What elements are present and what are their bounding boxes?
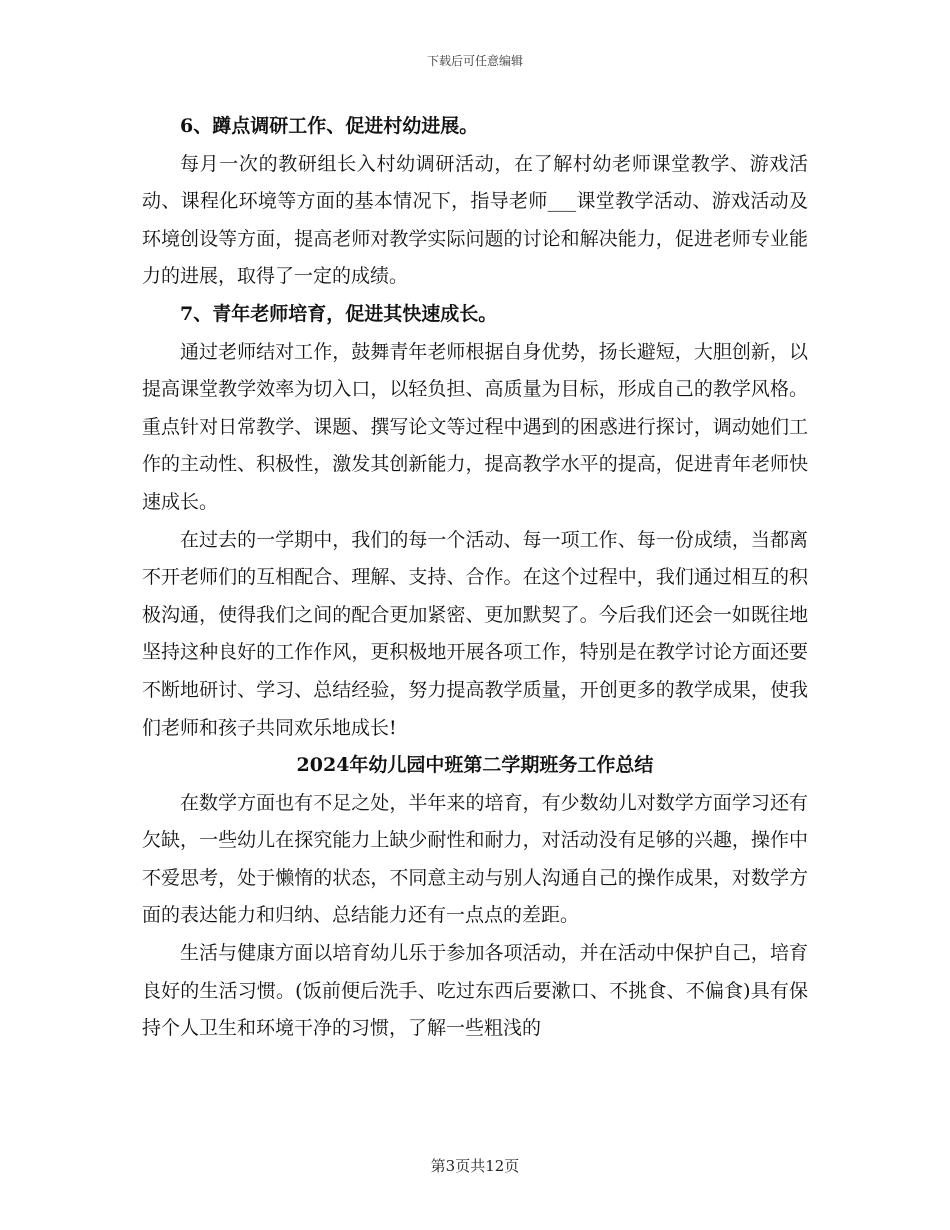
header-note: 下载后可任意编辑 [426,54,523,68]
paragraph-village-research: 每月一次的教研组长入村幼调研活动，在了解村幼老师课堂教学、游戏活动、课程化环境等方面的基本情况下，指导老师___课堂教学活动、游戏活动及环境创设等方面，提高老师对教学实际问题的讨论和解决能力，促进老师专业能力的进展，取得了一定的成绩。 [142,152,808,288]
paragraph-semester-summary: 在过去的一学期中，我们的每一个活动、每一项工作、每一份成绩，当都离不开老师们的互相配合、理解、支持、合作。在这个过程中，我们通过相互的积极沟通，使得我们之间的配合更加紧密、更加默契了。今后我们还会一如既往地坚持这种良好的工作作风，更积极地开展各项工作，特别是在教学讨论方面还要不断地研讨、学习、总结经验，努力提高教学质量，开创更多的教学成果，使我们老师和孩子共同欢乐地成长! [142,528,808,739]
paragraph-health: 生活与健康方面以培育幼儿乐于参加各项活动，并在活动中保护自己，培育良好的生活习惯。(饭前便后洗手、吃过东西后要漱口、不挑食、不偏食)具有保持个人卫生和环境干净的习惯，了解一些粗浅的 [142,942,808,1040]
paragraph-young-teachers: 通过老师结对工作，鼓舞青年老师根据自身优势，扬长避短，大胆创新，以提高课堂教学效率为切入口，以轻负担、高质量为目标，形成自己的教学风格。重点针对日常教学、课题、撰写论文等过程中遇到的困惑进行探讨，调动她们工作的主动性、积极性，激发其创新能力，提高教学水平的提高，促进青年老师快速成长。 [142,340,808,513]
document-title: 2024年幼儿园中班第二学期班务工作总结 [296,754,654,777]
page-footer: 第3页共12页 [430,1157,520,1175]
document-body [142,108,808,1048]
section-heading-6: 6、蹲点调研工作、促进村幼进展。 [180,115,479,137]
section-heading-7: 7、青年老师培育，促进其快速成长。 [180,302,498,325]
paragraph-math: 在数学方面也有不足之处，半年来的培育，有少数幼儿对数学方面学习还有欠缺，一些幼儿在探究能力上缺少耐性和耐力，对活动没有足够的兴趣，操作中不爱思考，处于懒惰的状态，不同意主动与别人沟通自己的操作成果，对数学方面的表达能力和归纳、总结能力还有一点点的差距。 [142,791,808,927]
